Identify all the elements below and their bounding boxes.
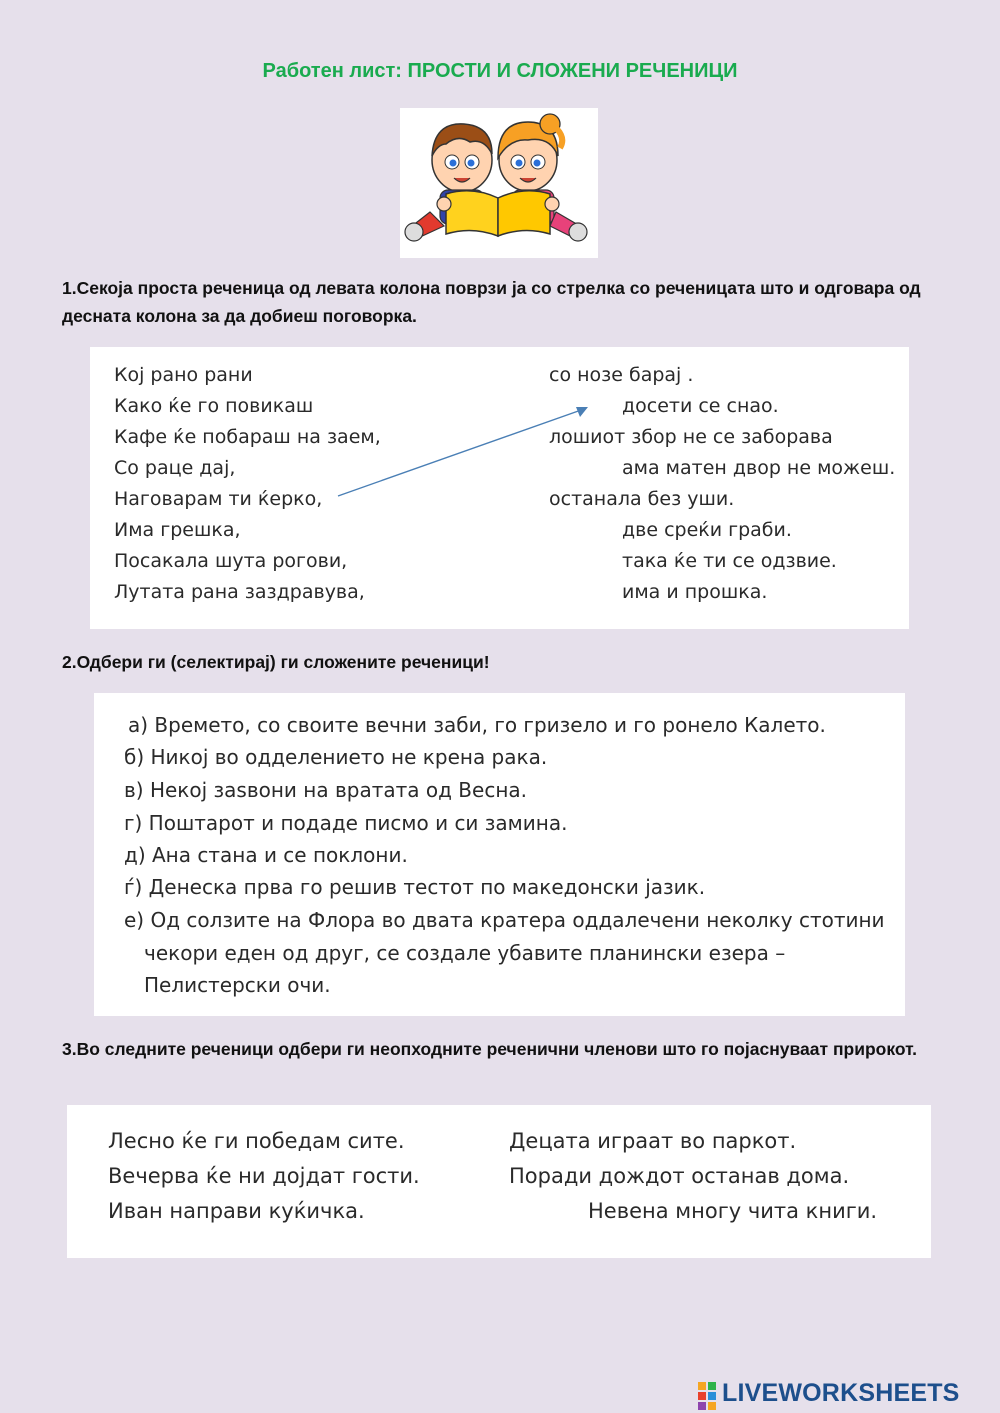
children-reading-illustration bbox=[400, 108, 598, 258]
right-sentence[interactable]: со нозе барај . bbox=[549, 364, 694, 386]
liveworksheets-logo bbox=[696, 1378, 996, 1410]
task2-sentences-panel bbox=[94, 693, 905, 1016]
task3-left-sentence[interactable]: Вечерва ќе ни дојдат гости. bbox=[108, 1164, 420, 1188]
right-sentence[interactable]: досети се снао. bbox=[622, 395, 779, 417]
right-sentence[interactable]: лошиот збор не се заборава bbox=[549, 426, 833, 448]
left-sentence[interactable]: Наговарам ти ќерко, bbox=[114, 488, 323, 510]
sentence-v[interactable]: в) Некој заѕвони на вратата од Весна. bbox=[124, 778, 528, 802]
left-sentence[interactable]: Има грешка, bbox=[114, 519, 241, 541]
task3-left-sentence[interactable]: Иван направи куќичка. bbox=[108, 1199, 365, 1223]
right-sentence[interactable]: ама матен двор не можеш. bbox=[622, 457, 896, 479]
brand-text: LIVEWORKSHEETS bbox=[722, 1379, 960, 1407]
task1-matching-panel bbox=[90, 347, 909, 629]
left-sentence[interactable]: Лутата рана заздравува, bbox=[114, 581, 365, 603]
sentence-g[interactable]: г) Поштарот и подаде писмо и си замина. bbox=[124, 811, 568, 835]
example-arrow bbox=[90, 347, 909, 629]
page-title: Работен лист: ПРОСТИ И СЛОЖЕНИ РЕЧЕНИЦИ bbox=[262, 60, 738, 82]
sentence-d[interactable]: д) Ана стана и се поклони. bbox=[124, 843, 408, 867]
task3-right-sentence[interactable]: Поради дождот останав дома. bbox=[509, 1164, 850, 1188]
sentence-e-line1[interactable]: е) Од солзите на Флора во двата кратера оддалечени неколку стотини bbox=[124, 908, 885, 932]
task3-sentences-panel bbox=[67, 1105, 931, 1258]
logo-square-icon bbox=[708, 1392, 716, 1400]
logo-square-icon bbox=[708, 1402, 716, 1410]
task3-left-sentence[interactable]: Лесно ќе ги победам сите. bbox=[108, 1129, 405, 1153]
sentence-e-line3[interactable]: Пелистерски очи. bbox=[144, 973, 331, 997]
task2-instruction: 2.Одбери ги (селектирај) ги сложените реченици! bbox=[62, 652, 490, 672]
left-sentence[interactable]: Кој рано рани bbox=[114, 364, 253, 386]
left-sentence[interactable]: Со раце дај, bbox=[114, 457, 236, 479]
logo-square-icon bbox=[698, 1382, 706, 1390]
logo-square-icon bbox=[708, 1382, 716, 1390]
sentence-b[interactable]: б) Никој во одделението не крена рака. bbox=[124, 745, 548, 769]
right-sentence[interactable]: две среќи граби. bbox=[622, 519, 792, 541]
left-sentence[interactable]: Како ќе го повикаш bbox=[114, 395, 314, 417]
task3-instruction: 3.Во следните реченици одбери ги неопходните реченични членови што го појаснуваат прирокот. bbox=[62, 1039, 918, 1059]
sentence-a[interactable]: а) Времето, со своите вечни заби, го гризело и го ронело Калето. bbox=[128, 713, 826, 737]
right-sentence[interactable]: останала без уши. bbox=[549, 488, 735, 510]
logo-square-icon bbox=[698, 1392, 706, 1400]
task3-right-sentence[interactable]: Невена многу чита книги. bbox=[588, 1199, 878, 1223]
logo-square-icon bbox=[698, 1402, 706, 1410]
left-sentence[interactable]: Посакала шута рогови, bbox=[114, 550, 348, 572]
right-sentence[interactable]: така ќе ти се одзвие. bbox=[622, 550, 837, 572]
right-sentence[interactable]: има и прошка. bbox=[622, 581, 768, 603]
task1-instruction: 1.Секоја проста реченица од левата колона поврзи ја со стрелка со реченицата што и одговара од десната колона за да добиеш поговорка. bbox=[62, 278, 921, 326]
sentence-e-line2[interactable]: чекори еден од друг, се создале убавите планински езера – bbox=[144, 941, 786, 965]
task3-right-sentence[interactable]: Децата играат во паркот. bbox=[509, 1129, 797, 1153]
sentence-gj[interactable]: ѓ) Денеска прва го решив тестот по македонски јазик. bbox=[124, 875, 706, 899]
left-sentence[interactable]: Кафе ќе побараш на заем, bbox=[114, 426, 381, 448]
